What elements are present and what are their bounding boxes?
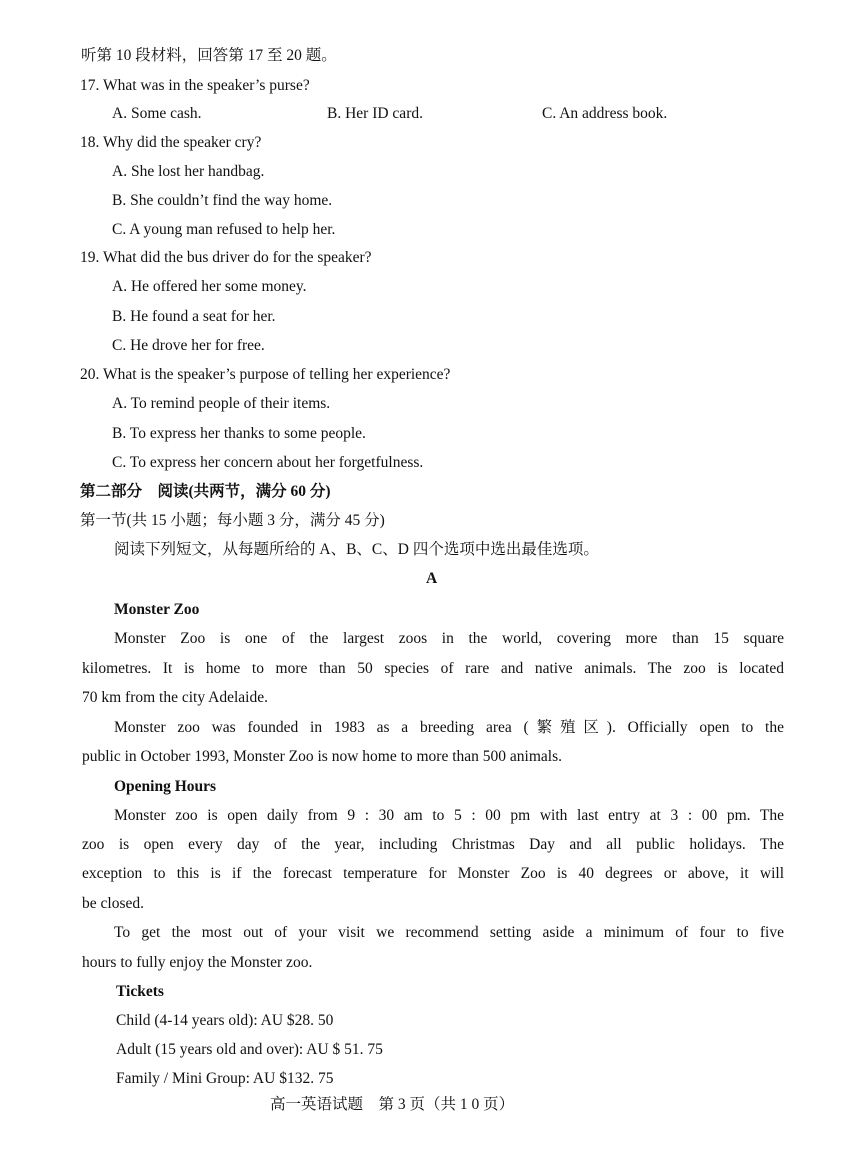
q18-option-b: B. She couldn’t find the way home. [112, 192, 333, 209]
p1-line-2: kilometres. It is home to more than 50 species of rare and native animals. The zoo is located [82, 660, 784, 677]
q20-option-c: C. To express her concern about her forgetfulness. [112, 454, 424, 471]
q19-option-b: B. He found a seat for her. [112, 308, 276, 325]
ticket-family: Family / Mini Group: AU $132. 75 [116, 1070, 334, 1087]
q19-option-a: A. He offered her some money. [112, 278, 307, 295]
passage-title: Monster Zoo [114, 601, 200, 618]
section1-heading: 第一节(共 15 小题；每小题 3 分，满分 45 分) [80, 512, 385, 529]
tickets-title: Tickets [116, 983, 164, 1000]
q17-option-b: B. Her ID card. [327, 105, 423, 122]
q18-option-a: A. She lost her handbag. [112, 163, 265, 180]
question-17-stem: 17. What was in the speaker’s purse? [80, 77, 310, 94]
p4-line-2: hours to fully enjoy the Monster zoo. [82, 954, 313, 971]
page-footer: 高一英语试题 第 3 页（共 1 0 页） [270, 1096, 515, 1113]
p3-line-3: exception to this is if the forecast temperature for Monster Zoo is 40 degrees or above, it will [82, 865, 784, 882]
part2-heading: 第二部分 阅读(共两节，满分 60 分) [80, 483, 331, 500]
q20-option-a: A. To remind people of their items. [112, 395, 331, 412]
q20-option-b: B. To express her thanks to some people. [112, 425, 366, 442]
q19-option-c: C. He drove her for free. [112, 337, 265, 354]
p4-line-1: To get the most out of your visit we recommend setting aside a minimum of four to five [114, 924, 784, 941]
passage-letter: A [426, 570, 438, 587]
question-20-stem: 20. What is the speaker’s purpose of telling her experience? [80, 366, 451, 383]
reading-instruction: 阅读下列短文，从每题所给的 A、B、C、D 四个选项中选出最佳选项。 [114, 541, 599, 558]
p1-line-3: 70 km from the city Adelaide. [82, 689, 268, 706]
q18-option-c: C. A young man refused to help her. [112, 221, 336, 238]
p1-line-1: Monster Zoo is one of the largest zoos in the world, covering more than 15 square [114, 630, 784, 647]
question-19-stem: 19. What did the bus driver do for the speaker? [80, 249, 372, 266]
p3-line-4: be closed. [82, 895, 144, 912]
q17-option-a: A. Some cash. [112, 105, 202, 122]
ticket-child: Child (4-14 years old): AU $28. 50 [116, 1012, 334, 1029]
opening-hours-title: Opening Hours [114, 778, 217, 795]
listening-intro: 听第 10 段材料，回答第 17 至 20 题。 [81, 47, 337, 64]
q17-option-c: C. An address book. [542, 105, 668, 122]
p3-line-2: zoo is open every day of the year, including Christmas Day and all public holidays. The [82, 836, 784, 853]
ticket-adult: Adult (15 years old and over): AU $ 51. 75 [116, 1041, 383, 1058]
p3-line-1: Monster zoo is open daily from 9 : 30 am to 5 : 00 pm with last entry at 3 : 00 pm. The [114, 807, 784, 824]
p2-line-2: public in October 1993, Monster Zoo is now home to more than 500 animals. [82, 748, 562, 765]
p2-line-1: Monster zoo was founded in 1983 as a breeding area (繁殖区). Officially open to the [114, 719, 784, 736]
question-18-stem: 18. Why did the speaker cry? [80, 134, 262, 151]
